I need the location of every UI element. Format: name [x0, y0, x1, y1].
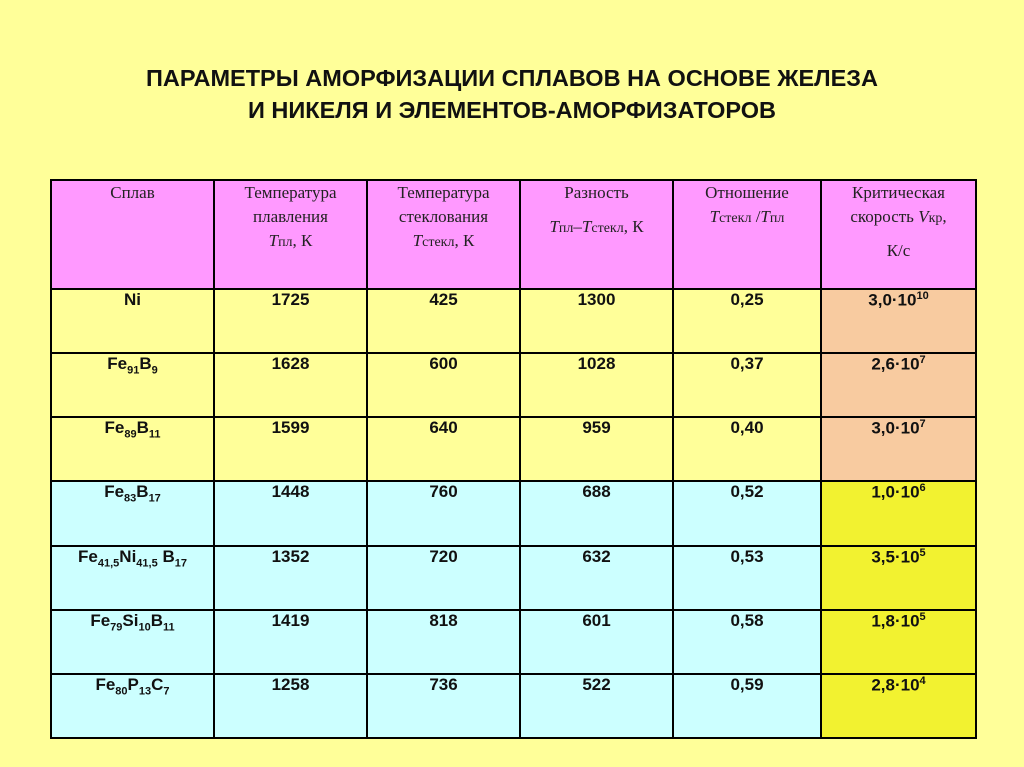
header-critical-rate [821, 180, 976, 289]
table-row [51, 546, 976, 610]
cell-difference: 632 [520, 546, 673, 610]
cell-alloy: $Fe_{79}Si_{10}B_{11}$ [51, 610, 214, 674]
cell-difference: 522 [520, 674, 673, 738]
header-glass-line-2: стеклования [398, 207, 489, 226]
cell-glass: 640 [367, 417, 520, 481]
table-row [51, 353, 976, 417]
header-diff-symbol: Tпл–Tстекл, К [549, 217, 644, 236]
cell-ratio: 0,37 [673, 353, 821, 417]
cell-alloy: $Fe_{83}B_{17}$ [51, 481, 214, 545]
cell-ratio: 0,59 [673, 674, 821, 738]
header-glass-temperature [367, 180, 520, 289]
header-difference [520, 180, 673, 289]
cell-melting: 1352 [214, 546, 367, 610]
header-crit-symbol: скорость Vкр, [850, 207, 947, 226]
header-ratio-symbol: Tстекл /Tпл [709, 207, 785, 226]
header-alloy-label: Сплав [110, 183, 155, 202]
header-crit-unit: К/с [886, 241, 911, 260]
cell-glass: 818 [367, 610, 520, 674]
cell-melting: 1725 [214, 289, 367, 353]
table-row [51, 289, 976, 353]
cell-glass: 425 [367, 289, 520, 353]
cell-difference: 688 [520, 481, 673, 545]
header-ratio-line-1: Отношение [705, 183, 789, 202]
header-melting-line-2: плавления [253, 207, 328, 226]
cell-difference: 1028 [520, 353, 673, 417]
cell-difference: 959 [520, 417, 673, 481]
cell-melting: 1419 [214, 610, 367, 674]
header-melting-temperature [214, 180, 367, 289]
header-melting-symbol: Tпл, К [268, 231, 313, 250]
header-melting-line-1: Температура [244, 183, 337, 202]
table-row [51, 417, 976, 481]
cell-ratio: 0,53 [673, 546, 821, 610]
cell-ratio: 0,25 [673, 289, 821, 353]
cell-glass: 720 [367, 546, 520, 610]
cell-critical-rate: $3,0\cdot 10^{10}$ [821, 289, 976, 353]
slide-title-line-2: И НИКЕЛЯ И ЭЛЕМЕНТОВ-АМОРФИЗАТОРОВ [247, 97, 776, 123]
cell-critical-rate: $2,8\cdot 10^4$ [821, 674, 976, 738]
cell-critical-rate: $3,0\cdot 10^7$ [821, 417, 976, 481]
cell-melting: 1628 [214, 353, 367, 417]
cell-glass: 760 [367, 481, 520, 545]
cell-melting: 1599 [214, 417, 367, 481]
cell-critical-rate: $1,0\cdot 10^6$ [821, 481, 976, 545]
alloy-parameters-table [50, 179, 977, 739]
cell-critical-rate: $2,6\cdot 10^7$ [821, 353, 976, 417]
cell-ratio: 0,58 [673, 610, 821, 674]
header-glass-line-1: Температура [397, 183, 490, 202]
cell-ratio: 0,40 [673, 417, 821, 481]
cell-alloy: $Fe_{41,5}Ni_{41,5}$ $B_{17}$ [51, 546, 214, 610]
slide-title [0, 62, 1024, 126]
header-crit-line-1: Критическая [852, 183, 945, 202]
header-glass-symbol: Tстекл, К [412, 231, 475, 250]
cell-critical-rate: $3,5\cdot 10^5$ [821, 546, 976, 610]
cell-alloy: $Fe_{89}B_{11}$ [51, 417, 214, 481]
cell-alloy: Ni [51, 289, 214, 353]
cell-difference: 601 [520, 610, 673, 674]
cell-glass: 736 [367, 674, 520, 738]
table-header-row [51, 180, 976, 289]
cell-alloy: $Fe_{91}B_9$ [51, 353, 214, 417]
table-row [51, 481, 976, 545]
cell-difference: 1300 [520, 289, 673, 353]
header-ratio [673, 180, 821, 289]
cell-glass: 600 [367, 353, 520, 417]
header-diff-line-1: Разность [564, 183, 629, 202]
cell-critical-rate: $1,8\cdot 10^5$ [821, 610, 976, 674]
header-alloy [51, 180, 214, 289]
cell-alloy: $Fe_{80}P_{13}C_7$ [51, 674, 214, 738]
table-row [51, 610, 976, 674]
cell-ratio: 0,52 [673, 481, 821, 545]
cell-melting: 1258 [214, 674, 367, 738]
table-row [51, 674, 976, 738]
cell-melting: 1448 [214, 481, 367, 545]
slide-title-line-1: ПАРАМЕТРЫ АМОРФИЗАЦИИ СПЛАВОВ НА ОСНОВЕ ЖЕЛЕЗА [146, 65, 878, 91]
